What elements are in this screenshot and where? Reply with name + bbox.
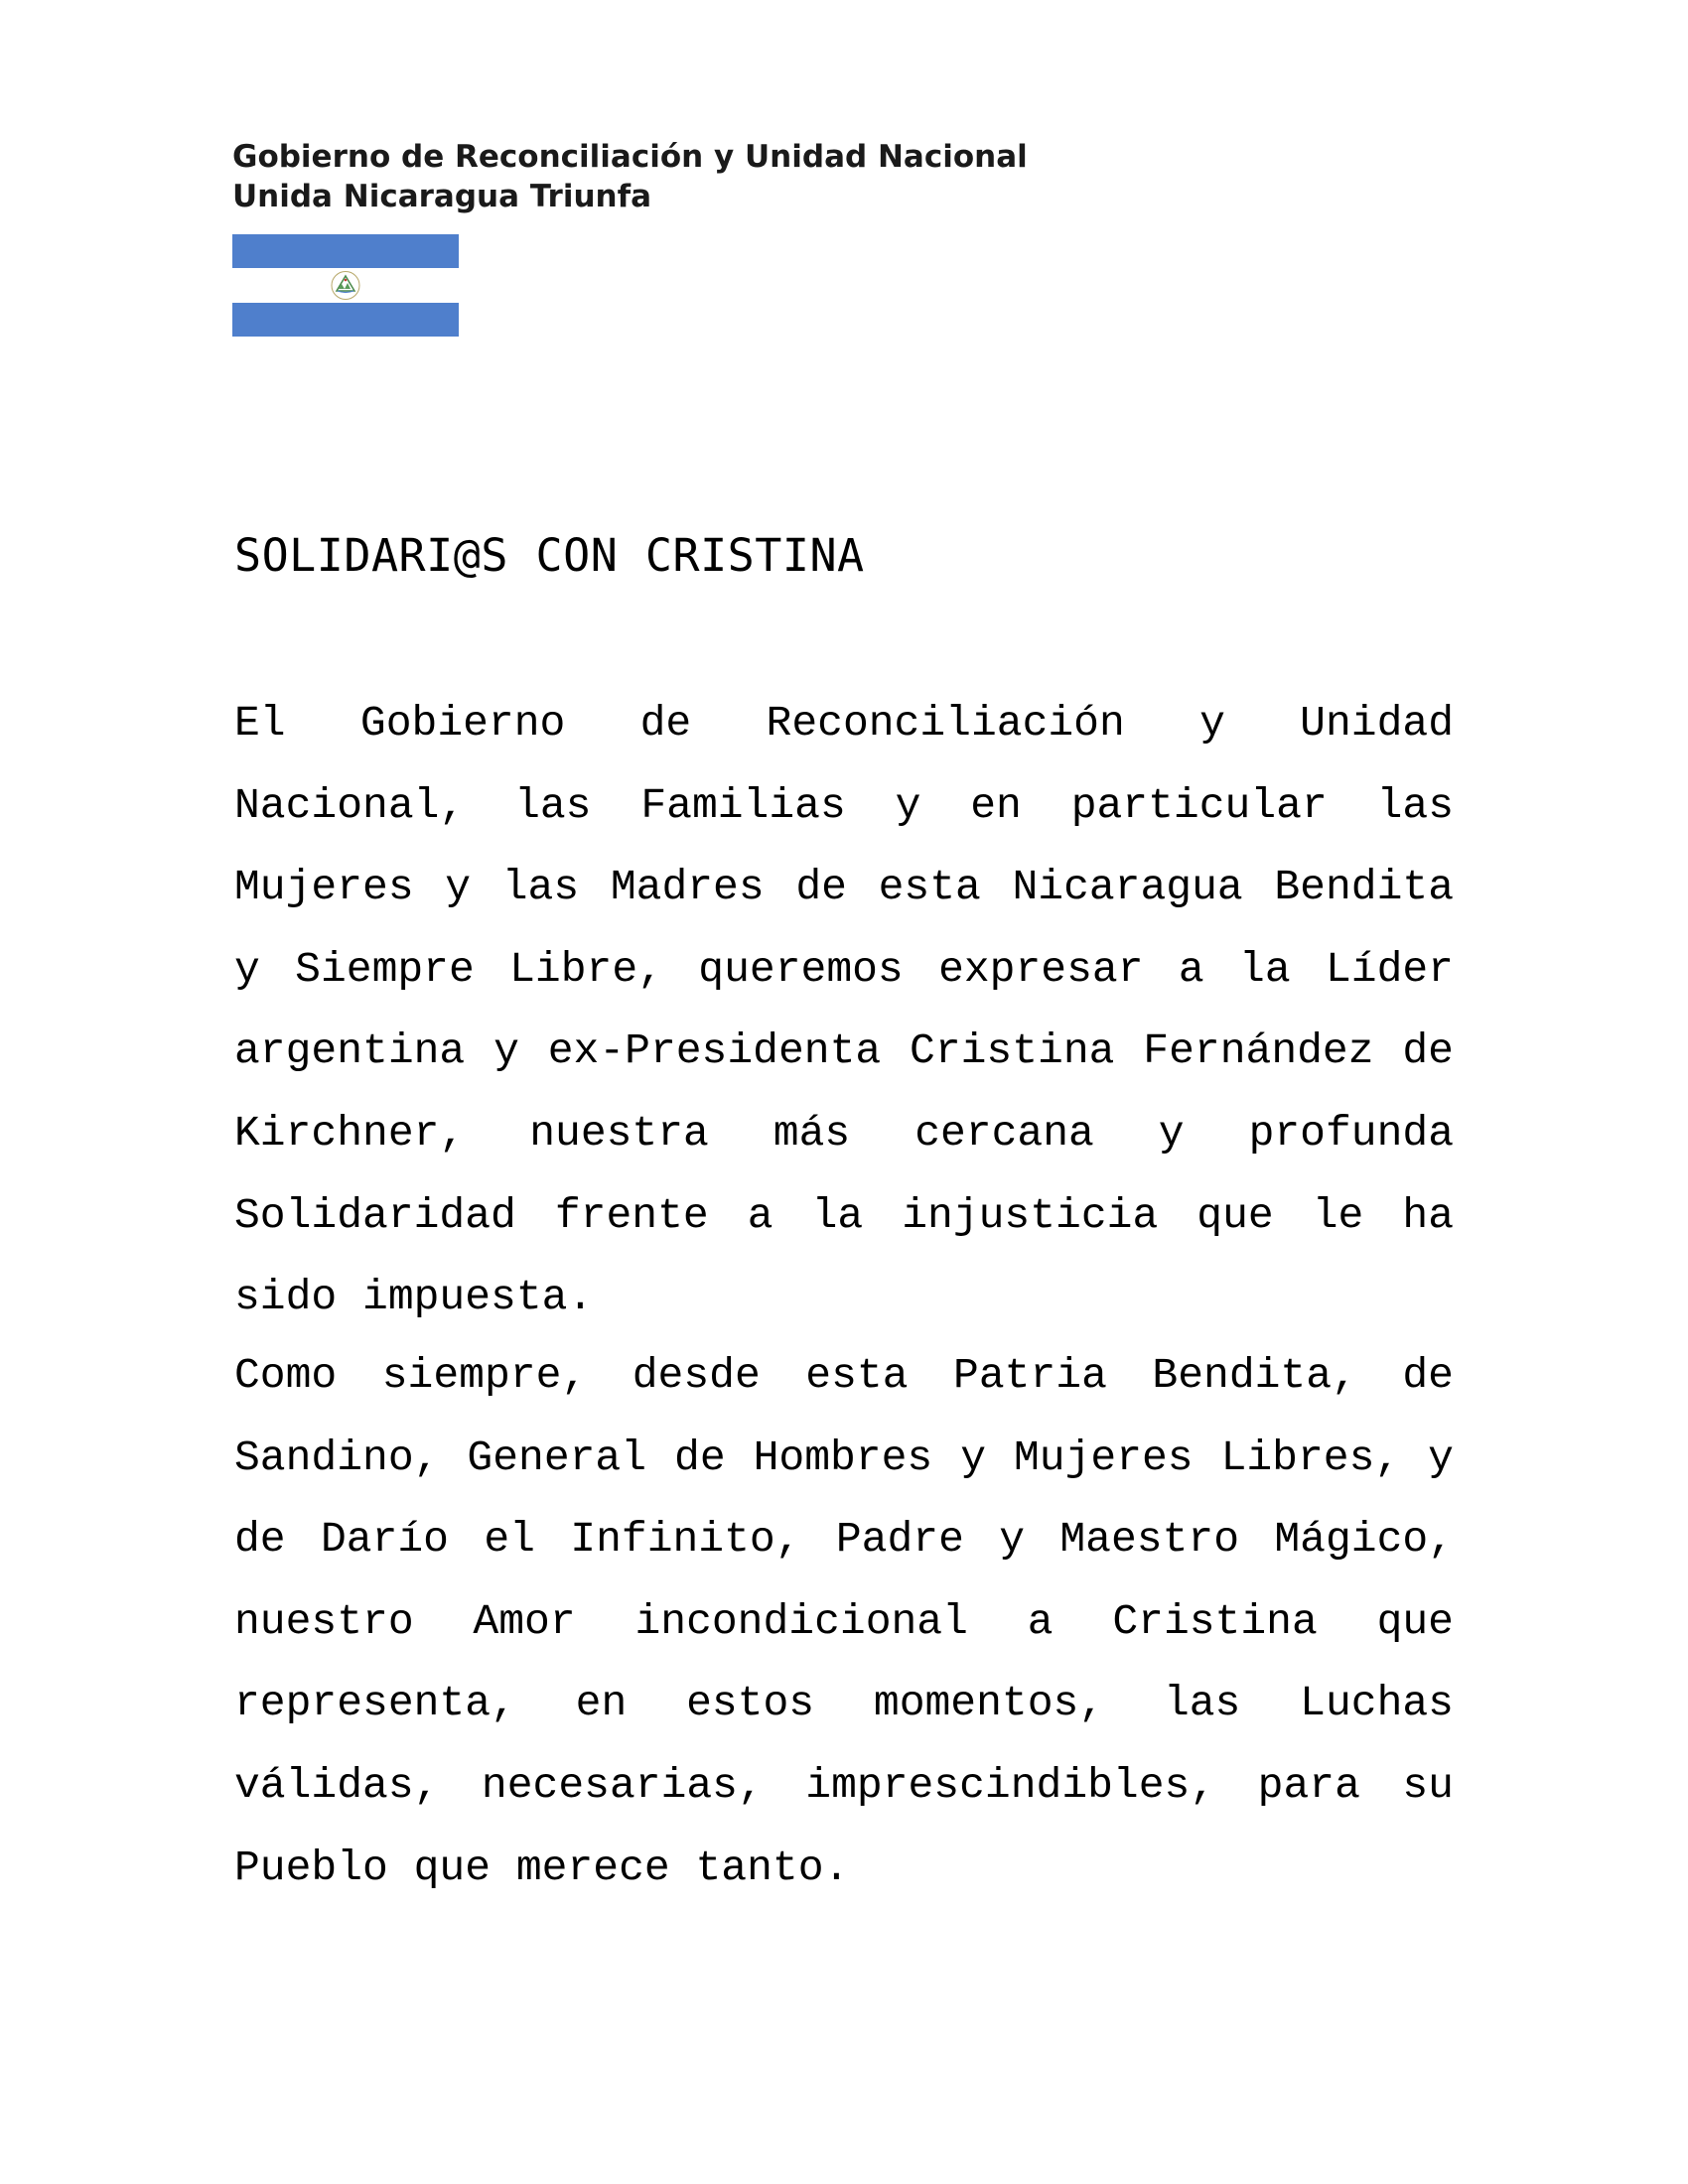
document-title: SOLIDARI@S CON CRISTINA <box>234 529 865 582</box>
flag-band-top <box>232 234 459 268</box>
coat-of-arms-icon <box>328 269 363 302</box>
header-line-government: Gobierno de Reconciliación y Unidad Nacional <box>232 139 1028 175</box>
header-line-slogan: Unida Nicaragua Triunfa <box>232 179 652 214</box>
paragraph-homeland: Como siempre, desde esta Patria Bendita, de Sandino, General de Hombres y Mujeres Libres, y de Darío el Infinito, Padre y Maestro Mágico, nuestro Amor incondicional a Cristina que representa, en estos momentos, las Luchas válidas, necesarias, imprescindibles, para su Pueblo que merece tanto. <box>234 1351 1454 1892</box>
paragraph-solidarity: El Gobierno de Reconciliación y Unidad Nacional, las Familias y en particular las Mujeres y las Madres de esta Nicaragua Bendita y Siempre Libre, queremos expresar a la Líder argentina y ex-Presidenta Cristina Fernández de Kirchner, nuestra más cercana y profunda Solidaridad frente a la injusticia que le ha sido impuesta. <box>234 699 1454 1322</box>
flag-band-bottom <box>232 303 459 337</box>
government-header <box>232 137 1028 216</box>
nicaragua-flag-icon <box>232 234 459 337</box>
